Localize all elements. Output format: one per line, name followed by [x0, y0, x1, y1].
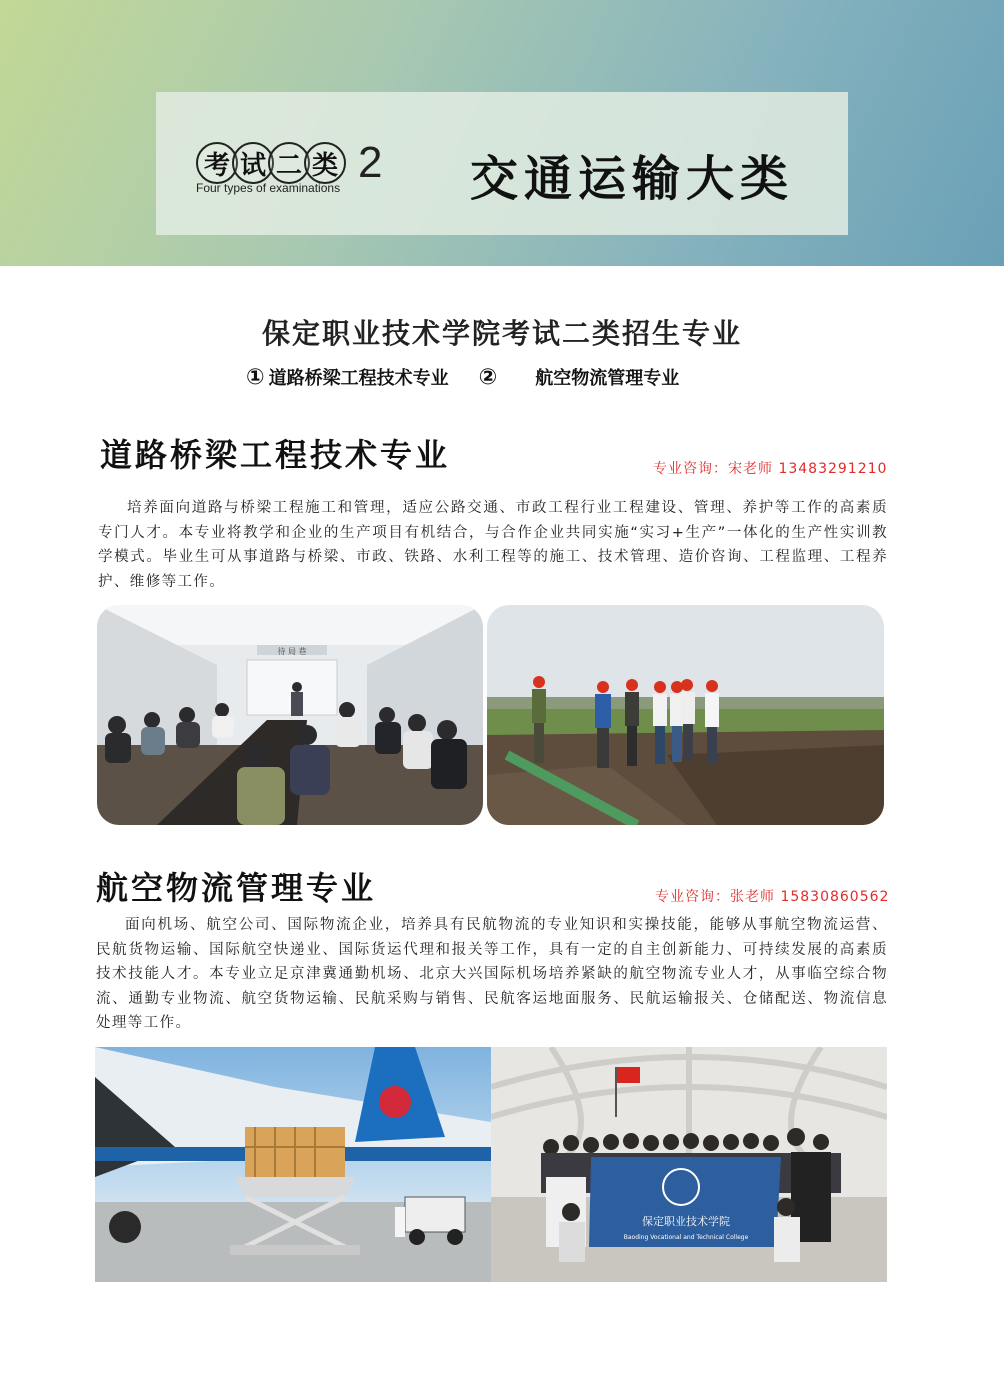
badge-char: 考: [196, 142, 238, 184]
banner-school-name-en: Baoding Vocational and Technical College: [623, 1234, 749, 1241]
header-banner: [0, 0, 1004, 266]
banner-title: 交通运输大类: [470, 151, 795, 207]
majors-list: [246, 364, 679, 390]
banner-school-name: 保定职业技术学院: [642, 1215, 730, 1228]
cargo-loading-photo: [95, 1047, 491, 1282]
major-label: 道路桥梁工程技术专业: [268, 368, 449, 389]
section-title-aviation-logistics: 航空物流管理专业: [96, 869, 377, 907]
consult-contact: 专业咨询：张老师 15830860562: [655, 889, 890, 905]
airport-group-photo: [491, 1047, 887, 1282]
consult-contact: 专业咨询：宋老师 13483291210: [653, 461, 888, 477]
major-number: ①: [246, 364, 265, 390]
classroom-photo: [97, 605, 483, 825]
badge-char: 类: [304, 142, 346, 184]
badge-char: 试: [232, 142, 274, 184]
badge-char: 二: [268, 142, 310, 184]
badge-number: 2: [358, 138, 383, 187]
major-label: 航空物流管理专业: [535, 368, 680, 389]
field-training-photo: [487, 605, 884, 825]
major-number: ②: [478, 364, 498, 390]
section-description: 培养面向道路与桥梁工程施工和管理，适应公路交通、市政工程行业工程建设、管理、养护等工作的高素质专门人才。本专业将教学和企业的生产项目有机结合，与合作企业共同实施“实习+生产”一体化的生产性实训教学模式。毕业生可从事道路与桥梁、市政、铁路、水利工程等的施工、技术管理、造价咨询、工程监理、工程养护、维修等工作。: [98, 500, 888, 590]
page-title: 保定职业技术学院考试二类招生专业: [261, 317, 742, 350]
section-title-road-bridge: 道路桥梁工程技术专业: [100, 436, 451, 474]
badge-subtitle: Four types of examinations: [196, 181, 341, 195]
section-description: 面向机场、航空公司、国际物流企业，培养具有民航物流的专业知识和实操技能，能够从事航空物流运营、民航货物运输、国际航空快递业、国际货运代理和报关等工作，具有一定的自主创新能力、可持续发展的高素质技术技能人才。本专业立足京津冀通勤机场、北京大兴国际机场培养紧缺的航空物流专业人才，从事临空综合物流、通勤专业物流、航空货物运输、民航采购与销售、民航客运地面服务、民航运输报关、仓储配送、物流信息处理等工作。: [96, 917, 888, 1031]
classroom-sign: 待 局 巷: [277, 647, 307, 656]
